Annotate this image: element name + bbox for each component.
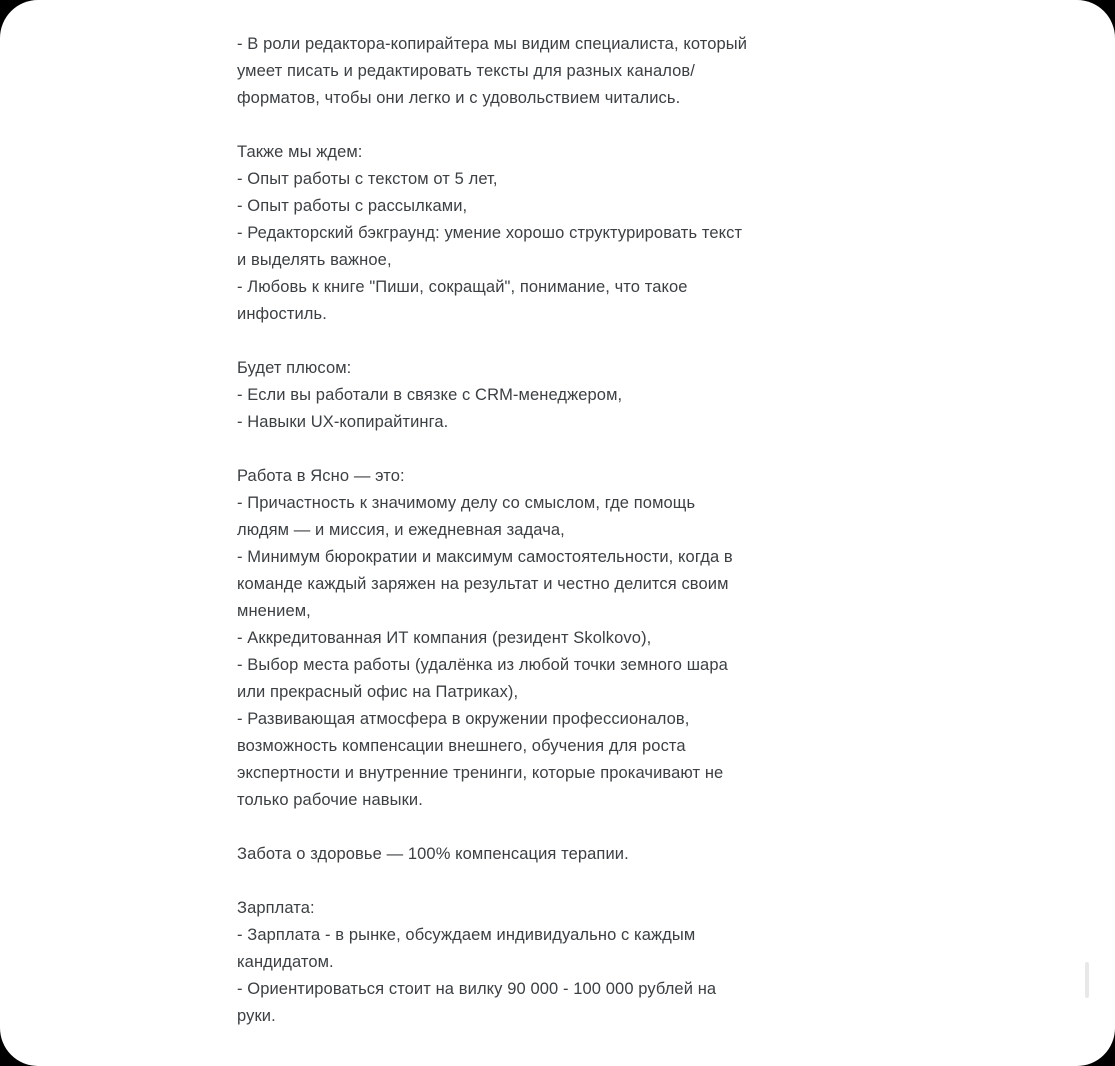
text-line: людям — и миссия, и ежедневная задача,	[237, 521, 565, 539]
text-line: - Развивающая атмосфера в окружении профессионалов,	[237, 710, 690, 728]
text-line: Забота о здоровье — 100% компенсация терапии.	[237, 845, 629, 863]
text-line: экспертности и внутренние тренинги, которые прокачивают не	[237, 764, 724, 782]
text-line: умеет писать и редактировать тексты для разных каналов/	[237, 62, 695, 80]
text-line: мнением,	[237, 602, 311, 620]
text-line: Также мы ждем:	[237, 143, 363, 161]
text-line: - Минимум бюрократии и максимум самостоятельности, когда в	[237, 548, 733, 566]
text-line: - Опыт работы с рассылками,	[237, 197, 468, 215]
text-line: - Зарплата - в рынке, обсуждаем индивидуально с каждым	[237, 926, 696, 944]
text-line: Будет плюсом:	[237, 359, 352, 377]
text-line: - Выбор места работы (удалёнка из любой точки земного шара	[237, 656, 728, 674]
paragraph	[237, 895, 877, 1030]
paragraph	[237, 463, 877, 814]
text-line: - Навыки UX-копирайтинга.	[237, 413, 449, 431]
paragraph	[237, 355, 877, 436]
text-line: форматов, чтобы они легко и с удовольствием читались.	[237, 89, 681, 107]
text-line: инфостиль.	[237, 305, 327, 323]
text-line: - Редакторский бэкграунд: умение хорошо структурировать текст	[237, 224, 743, 242]
text-line: или прекрасный офис на Патриках),	[237, 683, 519, 701]
paragraph	[237, 139, 877, 328]
text-line: - Опыт работы с текстом от 5 лет,	[237, 170, 498, 188]
text-line: - Ориентироваться стоит на вилку 90 000 - 100 000 рублей на	[237, 980, 717, 998]
paragraph	[237, 31, 877, 112]
text-line: кандидатом.	[237, 953, 334, 971]
text-line: - Причастность к значимому делу со смыслом, где помощь	[237, 494, 696, 512]
text-line: - Любовь к книге "Пиши, сокращай", понимание, что такое	[237, 278, 688, 296]
text-line: - Аккредитованная ИТ компания (резидент Skolkovo),	[237, 629, 652, 647]
text-line: Зарплата:	[237, 899, 315, 917]
text-line: команде каждый заряжен на результат и честно делится своим	[237, 575, 729, 593]
text-line: - Если вы работали в связке с CRM-менеджером,	[237, 386, 623, 404]
text-line: только рабочие навыки.	[237, 791, 423, 809]
text-line: руки.	[237, 1007, 276, 1025]
paragraph	[237, 841, 877, 868]
text-line: и выделять важное,	[237, 251, 392, 269]
text-line: возможность компенсации внешнего, обучения для роста	[237, 737, 686, 755]
text-line: - В роли редактора-копирайтера мы видим специалиста, который	[237, 35, 748, 53]
document-body	[237, 31, 877, 1030]
text-line: Работа в Ясно — это:	[237, 467, 405, 485]
scrollbar-thumb[interactable]	[1085, 962, 1089, 998]
